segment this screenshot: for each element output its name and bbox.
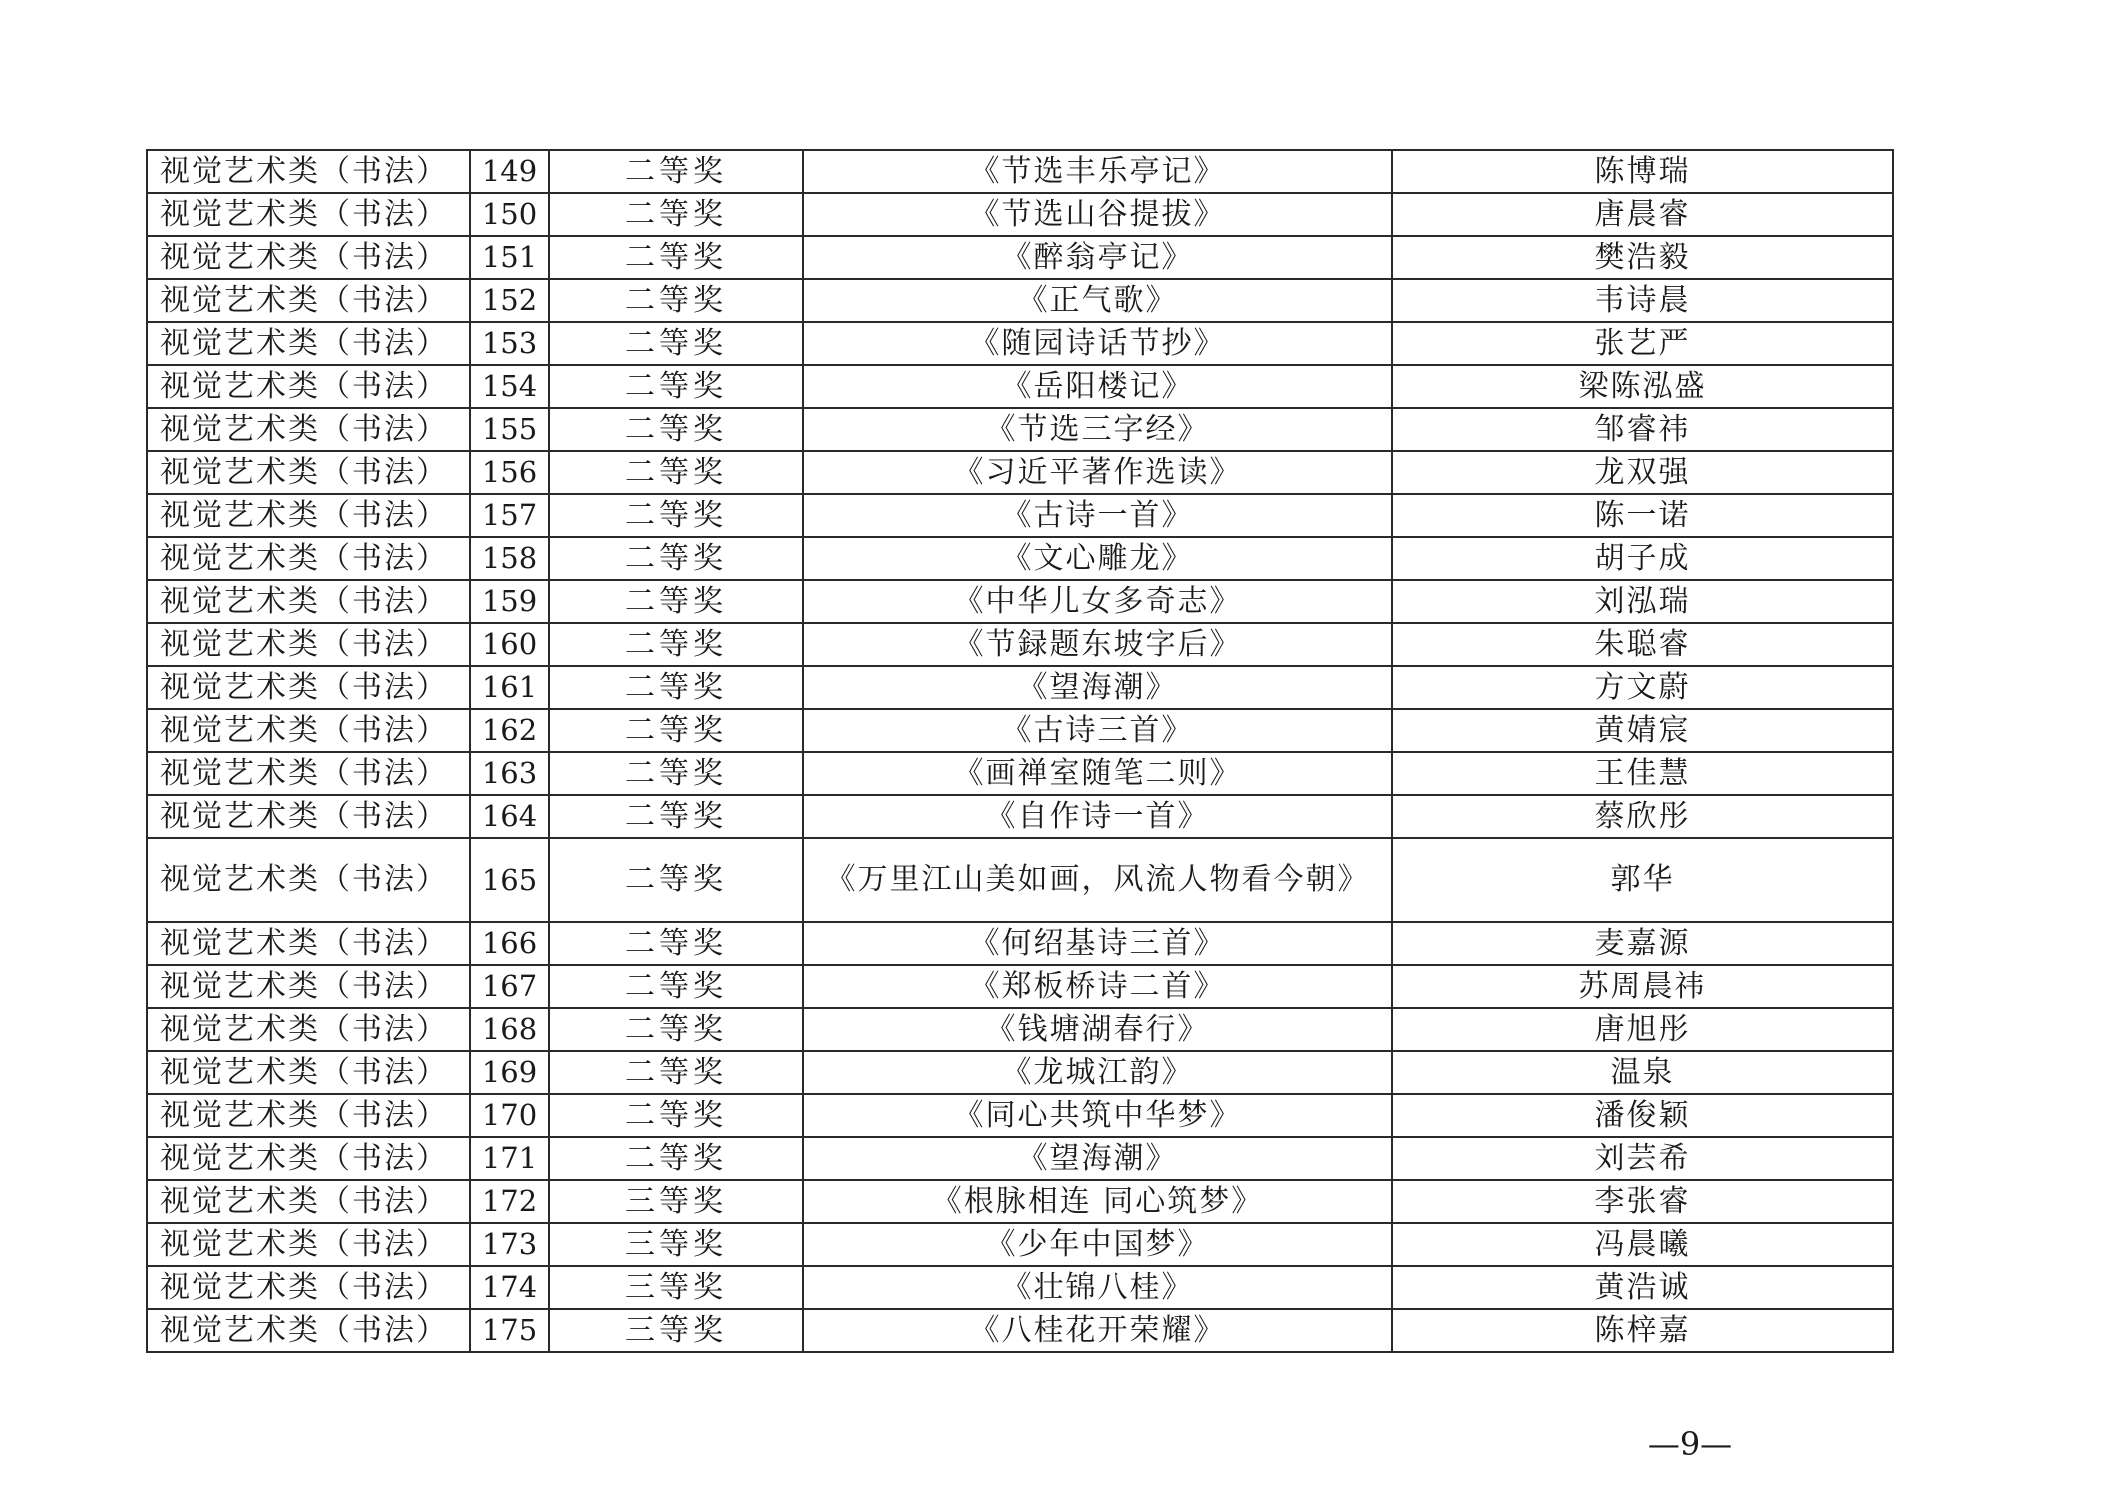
award-cell: 二等奖 (549, 279, 803, 322)
author-cell: 冯晨曦 (1392, 1223, 1893, 1266)
award-cell: 三等奖 (549, 1223, 803, 1266)
author-cell: 陈一诺 (1392, 494, 1893, 537)
table-row (147, 752, 1893, 795)
author-cell: 温泉 (1392, 1051, 1893, 1094)
number-cell: 152 (470, 279, 549, 322)
work-title-cell: 《正气歌》 (803, 279, 1392, 322)
author-cell: 王佳慧 (1392, 752, 1893, 795)
work-title-cell: 《壮锦八桂》 (803, 1266, 1392, 1309)
number-cell: 174 (470, 1266, 549, 1309)
number-cell: 172 (470, 1180, 549, 1223)
number-cell: 158 (470, 537, 549, 580)
work-title-cell: 《随园诗话节抄》 (803, 322, 1392, 365)
work-title-cell: 《何绍基诗三首》 (803, 922, 1392, 965)
number-cell: 167 (470, 965, 549, 1008)
number-cell: 160 (470, 623, 549, 666)
category-cell: 视觉艺术类（书法） (147, 193, 470, 236)
category-cell: 视觉艺术类（书法） (147, 838, 470, 922)
category-cell: 视觉艺术类（书法） (147, 752, 470, 795)
work-title-cell: 《八桂花开荣耀》 (803, 1309, 1392, 1352)
category-cell: 视觉艺术类（书法） (147, 408, 470, 451)
table-row (147, 838, 1893, 922)
author-cell: 朱聪睿 (1392, 623, 1893, 666)
author-cell: 韦诗晨 (1392, 279, 1893, 322)
author-cell: 邹睿祎 (1392, 408, 1893, 451)
category-cell: 视觉艺术类（书法） (147, 795, 470, 838)
work-title-cell: 《同心共筑中华梦》 (803, 1094, 1392, 1137)
work-title-cell: 《醉翁亭记》 (803, 236, 1392, 279)
author-cell: 刘泓瑞 (1392, 580, 1893, 623)
author-cell: 陈梓嘉 (1392, 1309, 1893, 1352)
category-cell: 视觉艺术类（书法） (147, 580, 470, 623)
work-title-cell: 《自作诗一首》 (803, 795, 1392, 838)
category-cell: 视觉艺术类（书法） (147, 1051, 470, 1094)
table-row (147, 709, 1893, 752)
category-cell: 视觉艺术类（书法） (147, 150, 470, 193)
category-cell: 视觉艺术类（书法） (147, 922, 470, 965)
author-cell: 刘芸希 (1392, 1137, 1893, 1180)
table-row (147, 365, 1893, 408)
award-cell: 二等奖 (549, 838, 803, 922)
award-table-body (147, 150, 1893, 1352)
table-row (147, 623, 1893, 666)
number-cell: 165 (470, 838, 549, 922)
category-cell: 视觉艺术类（书法） (147, 965, 470, 1008)
award-cell: 二等奖 (549, 1094, 803, 1137)
award-cell: 二等奖 (549, 709, 803, 752)
award-cell: 二等奖 (549, 623, 803, 666)
category-cell: 视觉艺术类（书法） (147, 494, 470, 537)
table-row (147, 1137, 1893, 1180)
award-cell: 二等奖 (549, 451, 803, 494)
author-cell: 黄婧宸 (1392, 709, 1893, 752)
author-cell: 潘俊颖 (1392, 1094, 1893, 1137)
number-cell: 163 (470, 752, 549, 795)
table-row (147, 408, 1893, 451)
author-cell: 蔡欣彤 (1392, 795, 1893, 838)
number-cell: 150 (470, 193, 549, 236)
work-title-cell: 《万里江山美如画，风流人物看今朝》 (803, 838, 1392, 922)
author-cell: 郭华 (1392, 838, 1893, 922)
category-cell: 视觉艺术类（书法） (147, 279, 470, 322)
work-title-cell: 《少年中国梦》 (803, 1223, 1392, 1266)
category-cell: 视觉艺术类（书法） (147, 451, 470, 494)
award-cell: 二等奖 (549, 795, 803, 838)
work-title-cell: 《望海潮》 (803, 1137, 1392, 1180)
table-row (147, 1223, 1893, 1266)
award-cell: 二等奖 (549, 580, 803, 623)
table-row (147, 1266, 1893, 1309)
number-cell: 171 (470, 1137, 549, 1180)
category-cell: 视觉艺术类（书法） (147, 365, 470, 408)
number-cell: 169 (470, 1051, 549, 1094)
work-title-cell: 《文心雕龙》 (803, 537, 1392, 580)
category-cell: 视觉艺术类（书法） (147, 1008, 470, 1051)
award-cell: 二等奖 (549, 537, 803, 580)
award-cell: 二等奖 (549, 408, 803, 451)
number-cell: 170 (470, 1094, 549, 1137)
category-cell: 视觉艺术类（书法） (147, 1137, 470, 1180)
number-cell: 154 (470, 365, 549, 408)
table-row (147, 1008, 1893, 1051)
category-cell: 视觉艺术类（书法） (147, 236, 470, 279)
category-cell: 视觉艺术类（书法） (147, 709, 470, 752)
work-title-cell: 《习近平著作选读》 (803, 451, 1392, 494)
author-cell: 陈博瑞 (1392, 150, 1893, 193)
table-row (147, 1051, 1893, 1094)
table-row (147, 494, 1893, 537)
work-title-cell: 《中华儿女多奇志》 (803, 580, 1392, 623)
award-table (146, 149, 1894, 1353)
work-title-cell: 《画禅室随笔二则》 (803, 752, 1392, 795)
number-cell: 159 (470, 580, 549, 623)
author-cell: 龙双强 (1392, 451, 1893, 494)
table-row (147, 1309, 1893, 1352)
author-cell: 方文蔚 (1392, 666, 1893, 709)
award-cell: 三等奖 (549, 1309, 803, 1352)
work-title-cell: 《钱塘湖春行》 (803, 1008, 1392, 1051)
award-cell: 二等奖 (549, 322, 803, 365)
author-cell: 樊浩毅 (1392, 236, 1893, 279)
number-cell: 155 (470, 408, 549, 451)
work-title-cell: 《古诗一首》 (803, 494, 1392, 537)
award-cell: 二等奖 (549, 752, 803, 795)
award-cell: 二等奖 (549, 1051, 803, 1094)
award-cell: 二等奖 (549, 965, 803, 1008)
work-title-cell: 《龙城江韵》 (803, 1051, 1392, 1094)
author-cell: 麦嘉源 (1392, 922, 1893, 965)
author-cell: 胡子成 (1392, 537, 1893, 580)
award-cell: 二等奖 (549, 1137, 803, 1180)
award-cell: 三等奖 (549, 1266, 803, 1309)
work-title-cell: 《节选丰乐亭记》 (803, 150, 1392, 193)
author-cell: 张艺严 (1392, 322, 1893, 365)
award-cell: 二等奖 (549, 1008, 803, 1051)
category-cell: 视觉艺术类（书法） (147, 666, 470, 709)
category-cell: 视觉艺术类（书法） (147, 1266, 470, 1309)
author-cell: 梁陈泓盛 (1392, 365, 1893, 408)
award-cell: 二等奖 (549, 193, 803, 236)
work-title-cell: 《岳阳楼记》 (803, 365, 1392, 408)
category-cell: 视觉艺术类（书法） (147, 1180, 470, 1223)
award-cell: 三等奖 (549, 1180, 803, 1223)
award-cell: 二等奖 (549, 150, 803, 193)
category-cell: 视觉艺术类（书法） (147, 537, 470, 580)
author-cell: 黄浩诚 (1392, 1266, 1893, 1309)
author-cell: 苏周晨祎 (1392, 965, 1893, 1008)
category-cell: 视觉艺术类（书法） (147, 322, 470, 365)
award-cell: 二等奖 (549, 494, 803, 537)
table-row (147, 922, 1893, 965)
award-cell: 二等奖 (549, 666, 803, 709)
table-row (147, 537, 1893, 580)
number-cell: 153 (470, 322, 549, 365)
number-cell: 164 (470, 795, 549, 838)
category-cell: 视觉艺术类（书法） (147, 623, 470, 666)
work-title-cell: 《古诗三首》 (803, 709, 1392, 752)
table-row (147, 193, 1893, 236)
number-cell: 173 (470, 1223, 549, 1266)
number-cell: 166 (470, 922, 549, 965)
work-title-cell: 《节选三字经》 (803, 408, 1392, 451)
author-cell: 唐旭彤 (1392, 1008, 1893, 1051)
award-cell: 二等奖 (549, 922, 803, 965)
table-row (147, 1094, 1893, 1137)
author-cell: 李张睿 (1392, 1180, 1893, 1223)
category-cell: 视觉艺术类（书法） (147, 1223, 470, 1266)
author-cell: 唐晨睿 (1392, 193, 1893, 236)
table-row (147, 322, 1893, 365)
table-row (147, 795, 1893, 838)
table-row (147, 279, 1893, 322)
work-title-cell: 《节选山谷提拔》 (803, 193, 1392, 236)
table-row (147, 1180, 1893, 1223)
work-title-cell: 《根脉相连 同心筑梦》 (803, 1180, 1392, 1223)
page-number: —9— (1647, 1425, 1733, 1463)
number-cell: 175 (470, 1309, 549, 1352)
number-cell: 157 (470, 494, 549, 537)
table-row (147, 451, 1893, 494)
number-cell: 149 (470, 150, 549, 193)
award-cell: 二等奖 (549, 236, 803, 279)
table-row (147, 965, 1893, 1008)
category-cell: 视觉艺术类（书法） (147, 1309, 470, 1352)
work-title-cell: 《节録题东坡字后》 (803, 623, 1392, 666)
work-title-cell: 《望海潮》 (803, 666, 1392, 709)
table-row (147, 666, 1893, 709)
table-row (147, 236, 1893, 279)
table-row (147, 150, 1893, 193)
award-cell: 二等奖 (549, 365, 803, 408)
number-cell: 156 (470, 451, 549, 494)
category-cell: 视觉艺术类（书法） (147, 1094, 470, 1137)
number-cell: 151 (470, 236, 549, 279)
number-cell: 168 (470, 1008, 549, 1051)
work-title-cell: 《郑板桥诗二首》 (803, 965, 1392, 1008)
number-cell: 161 (470, 666, 549, 709)
number-cell: 162 (470, 709, 549, 752)
table-row (147, 580, 1893, 623)
